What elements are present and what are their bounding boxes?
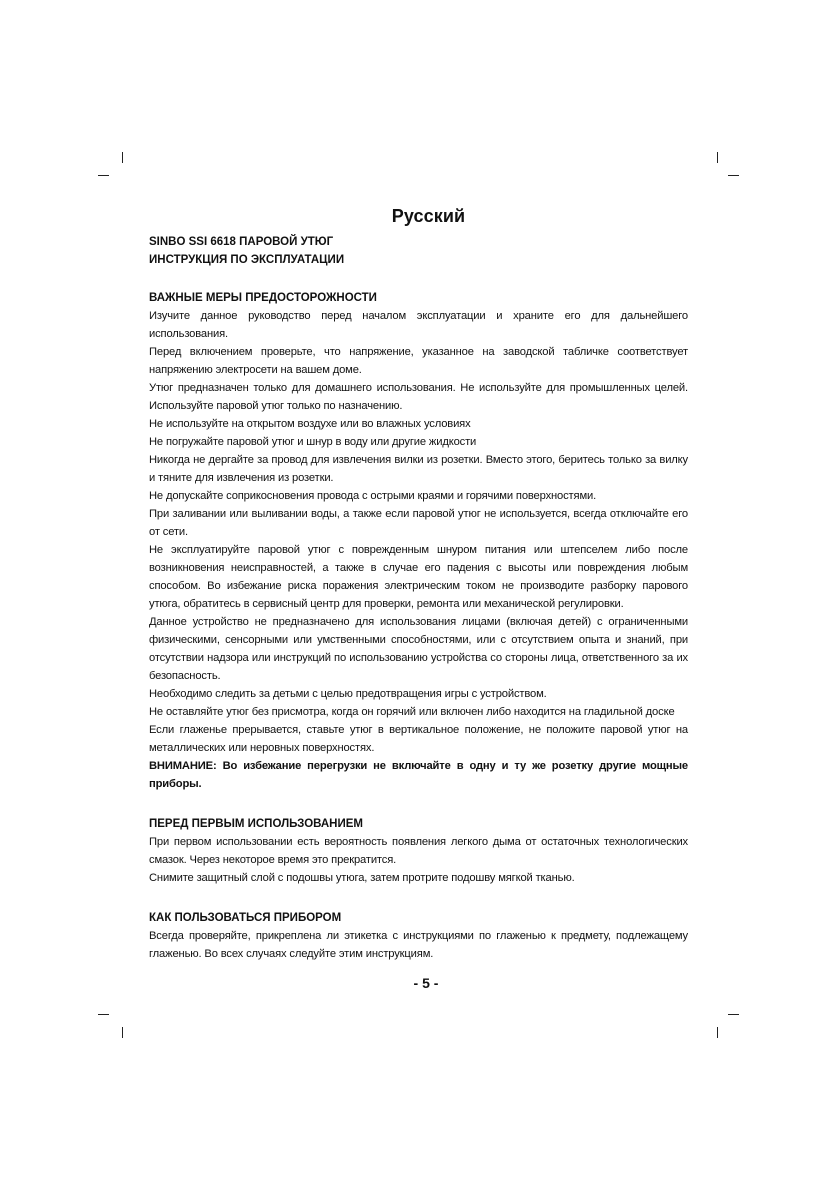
page-number: - 5 - <box>413 975 439 991</box>
paragraph: Снимите защитный слой с подошвы утюга, затем протрите подошву мягкой тканью. <box>149 872 575 884</box>
doc-title-line2: ИНСТРУКЦИЯ ПО ЭКСПЛУАТАЦИИ <box>149 254 345 266</box>
paragraph: Данное устройство не предназначено для использования лицами (включая детей) с ограниченными физическими, сенсорными или умственными способностями, или с отсутствием опыта и знаний, при отсутствии надзора или инструкций по использованию устройства со стороны лица, ответственного за их безопасность. <box>149 616 688 682</box>
crop-mark-top-right-vertical <box>717 152 718 163</box>
paragraph: Необходимо следить за детьми с целью предотвращения игры с устройством. <box>149 688 547 700</box>
paragraph: Если глаженье прерывается, ставьте утюг в вертикальное положение, не положите паровой утюг на металлических или неровных поверхностях. <box>149 724 688 754</box>
paragraph: Утюг предназначен только для домашнего использования. Не используйте для промышленных целей. Используйте паровой утюг только по назначению. <box>149 382 688 412</box>
spacer <box>149 793 688 815</box>
section-heading-how-to-use: КАК ПОЛЬЗОВАТЬСЯ ПРИБОРОМ <box>149 912 342 924</box>
doc-title-line1: SINBO SSI 6618 ПАРОВОЙ УТЮГ <box>149 236 334 248</box>
paragraph: При заливании или выливании воды, а также если паровой утюг не используется, всегда отключайте его от сети. <box>149 508 688 538</box>
crop-mark-top-right-horizontal <box>728 175 739 176</box>
spacer <box>149 887 688 909</box>
spacer <box>149 269 688 289</box>
section-first-use <box>149 815 688 887</box>
paragraph: При первом использовании есть вероятность появления легкого дыма от остаточных технологических смазок. Через некоторое время это прекратится. <box>149 836 688 866</box>
paragraph: Никогда не дергайте за провод для извлечения вилки из розетки. Вместо этого, беритесь только за вилку и тяните для извлечения из розетки. <box>149 454 688 484</box>
section-heading-safety: ВАЖНЫЕ МЕРЫ ПРЕДОСТОРОЖНОСТИ <box>149 292 377 304</box>
paragraph: Всегда проверяйте, прикреплена ли этикетка с инструкциями по глаженью к предмету, подлежащему глаженью. Во всех случаях следуйте этим инструкциям. <box>149 930 688 960</box>
crop-mark-top-left-horizontal <box>98 175 109 176</box>
warning-paragraph: ВНИМАНИЕ: Во избежание перегрузки не включайте в одну и ту же розетку другие мощные приборы. <box>149 760 688 790</box>
crop-mark-bottom-left-horizontal <box>98 1014 109 1015</box>
paragraph: Перед включением проверьте, что напряжение, указанное на заводской табличке соответствует напряжению электросети на вашем доме. <box>149 346 688 376</box>
language-title: Русский <box>391 206 466 226</box>
crop-mark-top-left-vertical <box>122 152 123 163</box>
section-heading-first-use: ПЕРЕД ПЕРВЫМ ИСПОЛЬЗОВАНИЕМ <box>149 818 364 830</box>
page-content <box>149 205 688 963</box>
paragraph: Не оставляйте утюг без присмотра, когда он горячий или включен либо находится на гладильной доске <box>149 706 675 718</box>
paragraph: Не используйте на открытом воздухе или во влажных условиях <box>149 418 471 430</box>
crop-mark-bottom-right-vertical <box>717 1027 718 1038</box>
paragraph: Не погружайте паровой утюг и шнур в воду или другие жидкости <box>149 436 477 448</box>
paragraph: Не допускайте соприкосновения провода с острыми краями и горячими поверхностями. <box>149 490 597 502</box>
paragraph: Изучите данное руководство перед началом эксплуатации и храните его для дальнейшего использования. <box>149 310 688 340</box>
section-how-to-use <box>149 909 688 963</box>
crop-mark-bottom-right-horizontal <box>728 1014 739 1015</box>
crop-mark-bottom-left-vertical <box>122 1027 123 1038</box>
section-safety <box>149 289 688 793</box>
paragraph: Не эксплуатируйте паровой утюг с поврежденным шнуром питания или штепселем либо после возникновения неисправностей, а также в случае его падения с высоты или повреждения любым способом. Во избежание риска поражения электрическим током не производите разборку парового утюга, обратитесь в сервисный центр для проверки, ремонта или механической регулировки. <box>149 544 688 610</box>
